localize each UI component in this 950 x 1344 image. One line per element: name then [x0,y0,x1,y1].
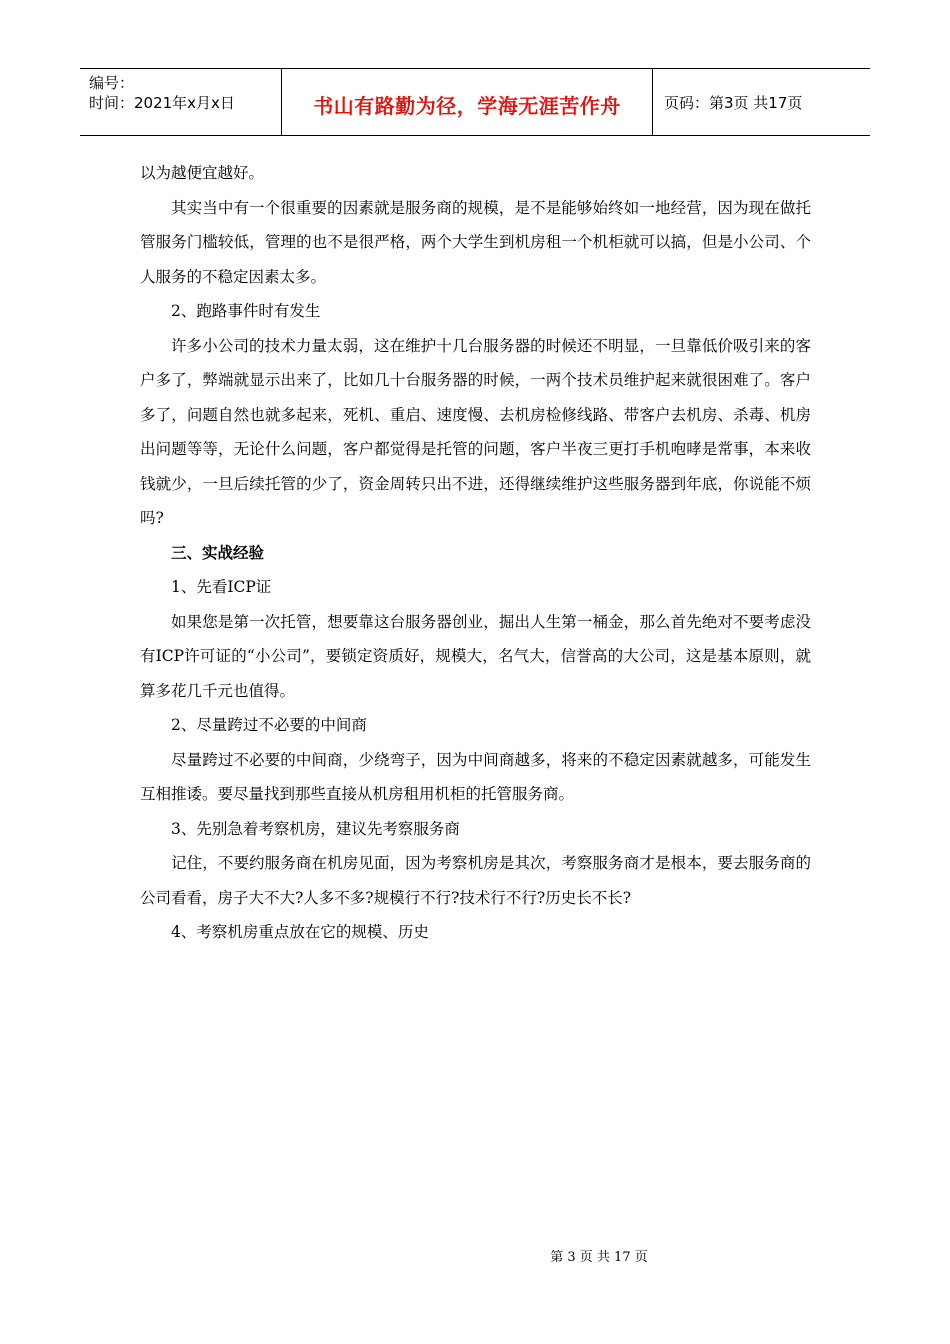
subheading: 3、先别急着考察机房，建议先考察服务商 [171,819,460,838]
number-label: 编号： [89,74,135,92]
paragraph: 其实当中有一个很重要的因素就是服务商的规模，是不是能够始终如一地经营，因为现在做托管服务门槛较低，管理的也不是很严格，两个大学生到机房租一个机柜就可以搞，但是小公司、个人服务的不稳定因素太多。 [140,198,811,286]
subheading: 2、尽量跨过不必要的中间商 [171,716,367,734]
page-footer [0,1246,950,1265]
paragraph-continuation: 以为越便宜越好。 [140,164,265,182]
subheading: 2、跑路事件时有发生 [171,302,321,320]
paragraph: 记住，不要约服务商在机房见面，因为考察机房是其次，考察服务商才是根本，要去服务商的公司看看，房子大不大?人多不多?规模行不行?技术行不行?历史长不长? [140,854,811,907]
subheading: 4、考察机房重点放在它的规模、历史 [171,923,429,941]
footer-page-number: 第 3 页 共 17 页 [550,1250,648,1265]
header-page-cell [653,69,870,135]
header-motto: 书山有路勤为径，学海无涯苦作舟 [313,93,621,118]
paragraph: 许多小公司的技术力量太弱，这在维护十几台服务器的时候还不明显，一旦靠低价吸引来的客户多了，弊端就显示出来了，比如几十台服务器的时候，一两个技术员维护起来就很困难了。客户多了，问题自然也就多起来，死机、重启、速度慢、去机房检修线路、带客户去机房、杀毒、机房出问题等等，无论什么问题，客户都觉得是托管的问题，客户半夜三更打手机咆哮是常事，本来收钱就少，一旦后续托管的少了，资金周转只出不进，还得继续维护这些服务器到年底，你说能不烦吗? [140,336,811,527]
header-page-info: 页码：第3页 共17页 [664,93,803,112]
paragraph: 尽量跨过不必要的中间商，少绕弯子，因为中间商越多，将来的不稳定因素就越多，可能发生互相推诿。要尽量找到那些直接从机房租用机柜的托管服务商。 [140,750,811,803]
header-meta-cell [80,69,282,135]
subheading: 1、先看ICP证 [171,578,272,596]
section-heading: 三、实战经验 [171,542,265,562]
document-body [140,156,811,950]
paragraph: 如果您是第一次托管，想要靠这台服务器创业，掘出人生第一桶金，那么首先绝对不要考虑没有ICP许可证的“小公司”，要锁定资质好，规模大，名气大，信誉高的大公司，这是基本原则，就算多花几千元也值得。 [140,612,811,700]
header-motto-cell [282,69,653,135]
document-header [80,68,870,136]
time-label: 时间：2021年x月x日 [89,94,235,112]
